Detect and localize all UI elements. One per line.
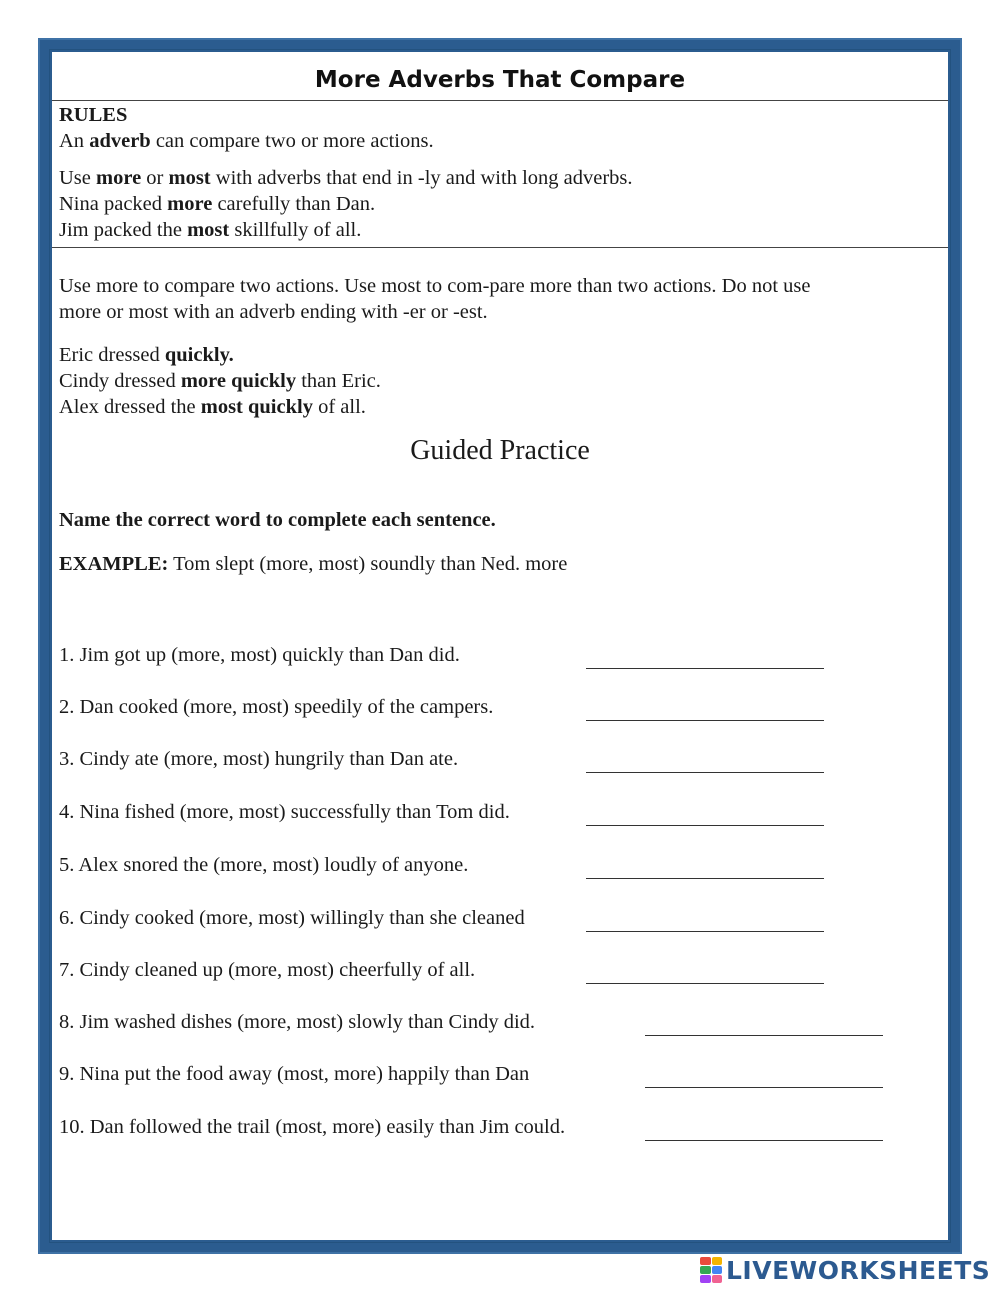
rules-line-2 xyxy=(59,167,633,190)
question-3: 3. Cindy ate (more, most) hungrily than Dan ate. xyxy=(59,748,459,770)
example-sentence-2 xyxy=(59,370,381,393)
question-2: 2. Dan cooked (more, most) speedily of the campers. xyxy=(59,696,494,718)
rules-divider xyxy=(52,247,948,248)
text-segment: Alex dressed the xyxy=(59,396,201,418)
question-8: 8. Jim washed dishes (more, most) slowly than Cindy did. xyxy=(59,1011,536,1033)
worksheet-title: More Adverbs That Compare xyxy=(314,67,686,93)
text-segment: with adverbs that end in -ly and with long adverbs. xyxy=(210,167,633,189)
answer-blank-3[interactable] xyxy=(586,772,824,773)
bold-term: most xyxy=(168,167,211,189)
answer-blank-6[interactable] xyxy=(586,931,824,932)
worked-example xyxy=(59,553,567,576)
question-6: 6. Cindy cooked (more, most) willingly than she cleaned xyxy=(59,907,525,929)
brand-name: LIVEWORKSHEETS xyxy=(726,1255,991,1285)
worksheet-frame xyxy=(40,40,960,1252)
example-text: Tom slept (more, most) soundly than Ned. more xyxy=(168,553,568,575)
bold-term: adverb xyxy=(89,130,151,152)
usage-line-1: Use more to compare two actions. Use most to com-pare more than two actions. Do not use xyxy=(59,275,811,297)
question-10: 10. Dan followed the trail (most, more) easily than Jim could. xyxy=(59,1116,566,1138)
text-segment: of all. xyxy=(312,396,366,418)
text-segment: Nina packed xyxy=(59,193,168,215)
question-9: 9. Nina put the food away (most, more) happily than Dan xyxy=(59,1063,530,1085)
example-sentence-3 xyxy=(59,396,366,419)
text-segment: can compare two or more actions. xyxy=(150,130,434,152)
text-segment: or xyxy=(141,167,169,189)
answer-blank-9[interactable] xyxy=(645,1087,883,1088)
instruction: Name the correct word to complete each sentence. xyxy=(59,509,496,531)
answer-blank-8[interactable] xyxy=(645,1035,883,1036)
bold-term: more xyxy=(167,193,213,215)
title-divider xyxy=(52,100,948,101)
answer-blank-7[interactable] xyxy=(586,983,824,984)
text-segment: than Eric. xyxy=(296,370,381,392)
answer-blank-10[interactable] xyxy=(645,1140,883,1141)
bold-term: more quickly xyxy=(180,370,297,392)
rules-line-3 xyxy=(59,193,375,216)
bold-term: quickly. xyxy=(164,344,234,366)
rules-line-1 xyxy=(59,130,434,153)
answer-blank-1[interactable] xyxy=(586,668,824,669)
bold-term: more xyxy=(96,167,142,189)
guided-practice-heading: Guided Practice xyxy=(410,435,590,466)
text-segment: Eric dressed xyxy=(59,344,165,366)
answer-blank-5[interactable] xyxy=(586,878,824,879)
answer-blank-2[interactable] xyxy=(586,720,824,721)
example-sentence-1 xyxy=(59,344,234,367)
rules-line-4 xyxy=(59,219,361,242)
question-5: 5. Alex snored the (more, most) loudly of anyone. xyxy=(59,854,469,876)
bold-term: most xyxy=(187,219,230,241)
question-4: 4. Nina fished (more, most) successfully than Tom did. xyxy=(59,801,510,823)
rules-heading: RULES xyxy=(59,104,128,126)
answer-blank-4[interactable] xyxy=(586,825,824,826)
liveworksheets-logo xyxy=(700,1255,990,1285)
text-segment: skillfully of all. xyxy=(229,219,362,241)
text-segment: Jim packed the xyxy=(59,219,188,241)
text-segment: Use xyxy=(59,167,97,189)
usage-line-2: more or most with an adverb ending with -er or -est. xyxy=(59,301,488,323)
question-1: 1. Jim got up (more, most) quickly than Dan did. xyxy=(59,644,460,666)
text-segment: An xyxy=(59,130,90,152)
bold-term: most quickly xyxy=(200,396,313,418)
example-label: EXAMPLE: xyxy=(59,553,169,575)
text-segment: carefully than Dan. xyxy=(212,193,376,215)
blocks-icon xyxy=(700,1257,722,1283)
question-7: 7. Cindy cleaned up (more, most) cheerfully of all. xyxy=(59,959,476,981)
text-segment: Cindy dressed xyxy=(59,370,181,392)
